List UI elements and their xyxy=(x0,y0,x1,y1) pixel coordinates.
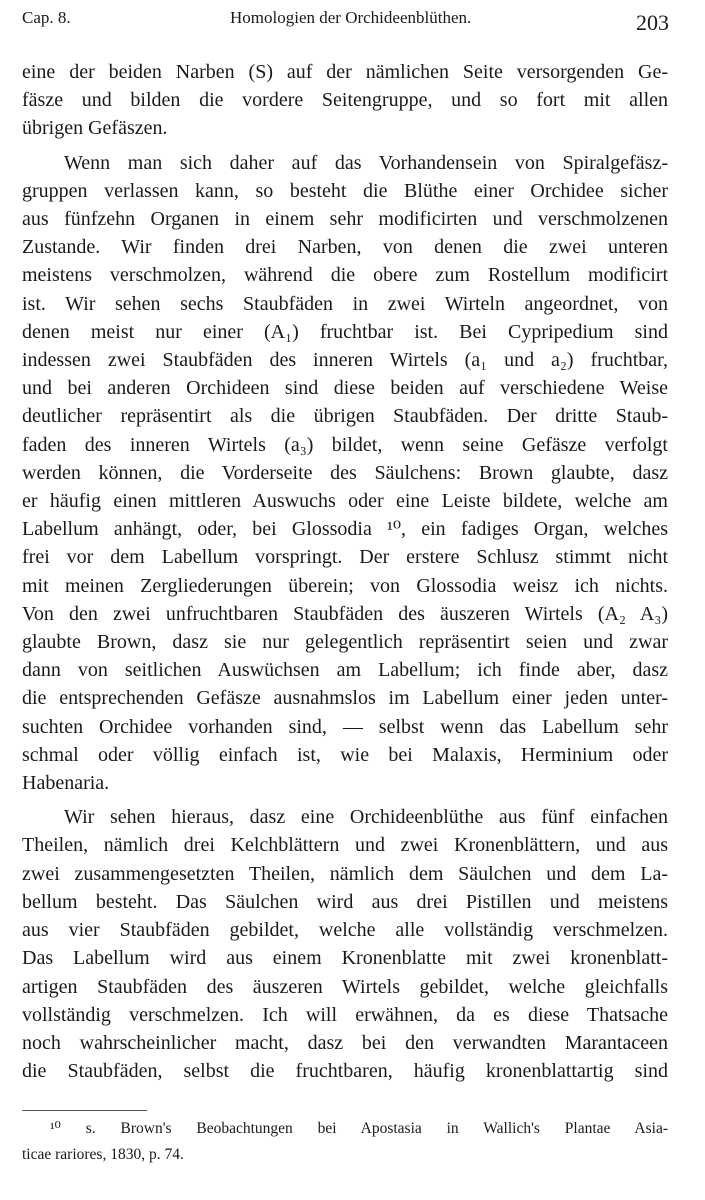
footnote xyxy=(22,1116,668,1168)
text-line: ist. Wir sehen sechs Staubfäden in zwei Wirteln angeordnet, von xyxy=(22,292,668,315)
text-line: schmal oder völlig einfach ist, wie bei Malaxis, Herminium oder xyxy=(22,743,668,766)
text-line: noch wahrscheinlicher macht, dasz bei den verwandten Marantaceen xyxy=(22,1031,668,1054)
text-line: vollständig verschmelzen. Ich will erwähnen, da es diese Thatsache xyxy=(22,1003,668,1026)
text-line: indessen zwei Staubfäden des inneren Wirtels (a₁ und a₂) fruchtbar, xyxy=(22,349,668,372)
text-line: Das Labellum wird aus einem Kronenblatte mit zwei kronenblatt- xyxy=(22,947,668,970)
text-line: faden des inneren Wirtels (a₃) bildet, wenn seine Gefäsze verfolgt xyxy=(22,433,668,456)
text-line: aus vier Staubfäden gebildet, welche alle vollständig verschmelzen. xyxy=(22,919,668,942)
text-line: eine der beiden Narben (S) auf der nämlichen Seite versorgenden Ge- xyxy=(22,61,668,83)
footnote-rule xyxy=(22,1110,147,1111)
text-line: artigen Staubfäden des äuszeren Wirtels gebildet, welche gleichfalls xyxy=(22,975,668,998)
text-line: Wenn man sich daher auf das Vorhandensein von Spiralgefäsz- xyxy=(64,151,668,174)
text-line: deutlicher repräsentirt als die übrigen Staubfäden. Der dritte Staub- xyxy=(22,405,668,428)
text-line: glaubte Brown, dasz sie nur gelegentlich repräsentirt seien und zwar xyxy=(22,631,668,654)
text-line: die Staubfäden, selbst die fruchtbaren, häufig kronenblattartig sind xyxy=(22,1060,668,1083)
body-text xyxy=(22,58,668,1085)
chapter-label: Cap. 8. xyxy=(22,8,71,27)
page-number: 203 xyxy=(636,10,669,35)
text-line: dann von seitlichen Auswüchsen am Labellum; ich finde aber, dasz xyxy=(22,659,668,682)
text-line: Theilen, nämlich drei Kelchblättern und zwei Kronenblättern, und aus xyxy=(22,834,668,857)
text-line: Von den zwei unfruchtbaren Staubfäden des äuszeren Wirtels (A₂ A₃) xyxy=(22,602,668,625)
text-line: denen meist nur einer (A₁) fruchtbar ist. Bei Cypripedium sind xyxy=(22,320,668,343)
text-line: bellum besteht. Das Säulchen wird aus drei Pistillen und meistens xyxy=(22,890,668,913)
text-line: fäsze und bilden die vordere Seitengruppe, und so fort mit allen xyxy=(22,89,668,112)
text-line: mit meinen Zergliederungen überein; von Glossodia weisz ich nichts. xyxy=(22,574,668,597)
text-line: übrigen Gefäszen. xyxy=(22,117,168,140)
text-line: Wir sehen hieraus, dasz eine Orchideenblüthe aus fünf einfachen xyxy=(64,806,668,829)
text-line: und bei anderen Orchideen sind diese beiden auf verschiedene Weise xyxy=(22,377,668,400)
text-line: gruppen verlassen kann, so besteht die Blüthe einer Orchidee sicher xyxy=(22,179,668,202)
text-line: Labellum anhängt, oder, bei Glossodia ¹⁰, ein fadiges Organ, welches xyxy=(22,518,668,541)
text-line: er häufig einen mittleren Auswuchs oder eine Leiste bildete, welche am xyxy=(22,490,668,513)
text-line: Habenaria. xyxy=(22,772,110,795)
footnote-line: ¹⁰ s. Brown's Beobachtungen bei Apostasia in Wallich's Plantae Asia- xyxy=(50,1120,668,1137)
text-line: Zustande. Wir finden drei Narben, von denen die zwei unteren xyxy=(22,236,668,259)
text-line: zwei zusammengesetzten Theilen, nämlich dem Säulchen und dem La- xyxy=(22,862,668,885)
footnote-line: ticae rariores, 1830, p. 74. xyxy=(22,1146,184,1163)
text-line: die entsprechenden Gefäsze ausnahmslos im Labellum einer jeden unter- xyxy=(22,687,668,710)
text-line: frei vor dem Labellum vorspringt. Der erstere Schlusz stimmt nicht xyxy=(22,546,668,569)
text-line: meistens verschmolzen, während die obere zum Rostellum modificirt xyxy=(22,264,668,287)
running-title: Homologien der Orchideenblüthen. xyxy=(230,8,472,27)
running-header xyxy=(22,6,669,36)
text-line: suchten Orchidee vorhanden sind, — selbst wenn das Labellum sehr xyxy=(22,715,668,738)
text-line: aus fünfzehn Organen in einem sehr modificirten und verschmolzenen xyxy=(22,208,668,231)
text-line: werden können, die Vorderseite des Säulchens: Brown glaubte, dasz xyxy=(22,461,668,484)
